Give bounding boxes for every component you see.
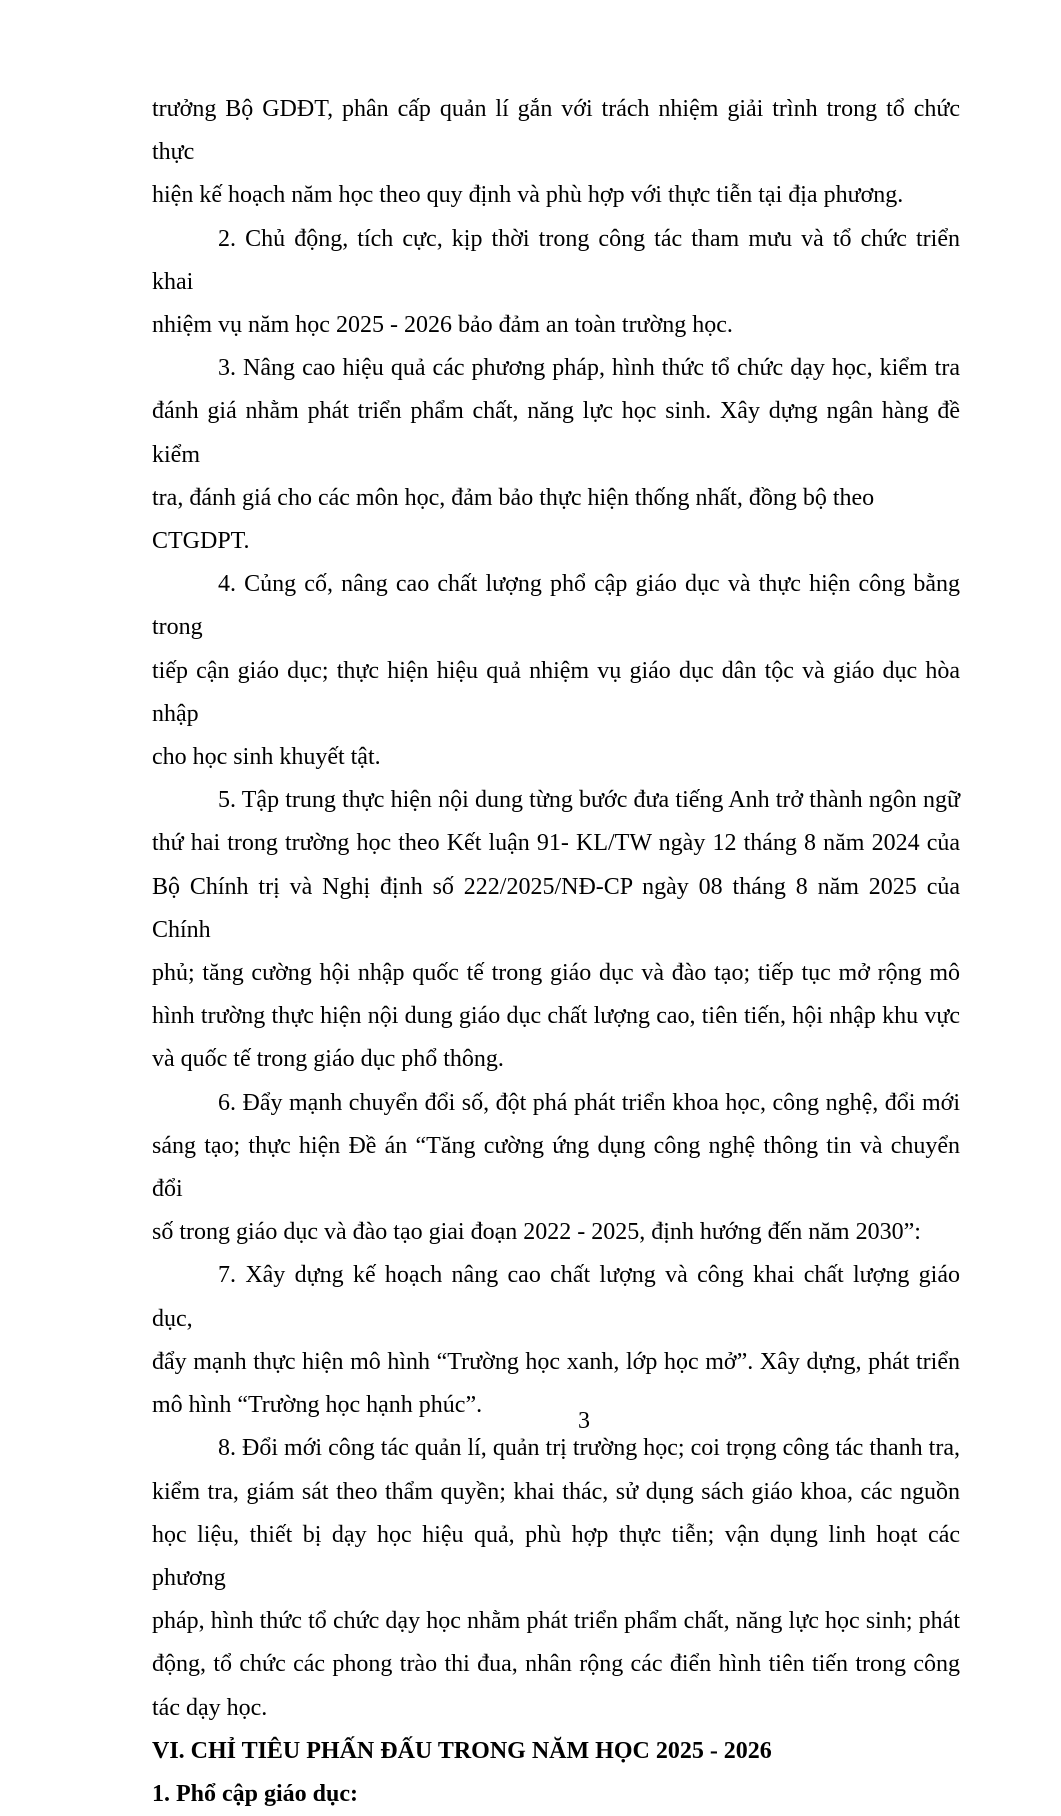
section-heading: VI. CHỈ TIÊU PHẤN ĐẤU TRONG NĂM HỌC 2025 - 2026 (152, 1737, 772, 1764)
document-body (152, 88, 960, 1816)
text-line: số trong giáo dục và đào tạo giai đoạn 2022 - 2025, định hướng đến năm 2030”: (152, 1219, 921, 1246)
paragraph (152, 779, 960, 1081)
text-line: tiếp cận giáo dục; thực hiện hiệu quả nhiệm vụ giáo dục dân tộc và giáo dục hòa nhập (152, 657, 960, 727)
text-line: thứ hai trong trường học theo Kết luận 91- KL/TW ngày 12 tháng 8 năm 2024 của (152, 830, 960, 857)
text-line: 2. Chủ động, tích cực, kịp thời trong công tác tham mưu và tổ chức triển khai (152, 225, 960, 295)
text-line: pháp, hình thức tổ chức dạy học nhằm phát triển phẩm chất, năng lực học sinh; phát (152, 1608, 960, 1635)
text-line: 8. Đổi mới công tác quản lí, quản trị trường học; coi trọng công tác thanh tra, (218, 1435, 960, 1462)
text-line: 4. Củng cố, nâng cao chất lượng phổ cập giáo dục và thực hiện công bằng trong (152, 571, 960, 641)
paragraph (152, 88, 960, 218)
paragraph (152, 1254, 960, 1427)
text-line: hình trường thực hiện nội dung giáo dục chất lượng cao, tiên tiến, hội nhập khu vực (152, 1003, 960, 1030)
text-line: kiểm tra, giám sát theo thẩm quyền; khai thác, sử dụng sách giáo khoa, các nguồn (152, 1478, 960, 1505)
paragraph (152, 347, 960, 563)
text-line: sáng tạo; thực hiện Đề án “Tăng cường ứng dụng công nghệ thông tin và chuyển đổi (152, 1132, 960, 1203)
paragraph (152, 563, 960, 779)
text-line: 7. Xây dựng kế hoạch nâng cao chất lượng và công khai chất lượng giáo dục, (152, 1262, 960, 1332)
text-line: học liệu, thiết bị dạy học hiệu quả, phù hợp thực tiễn; vận dụng linh hoạt các phương (152, 1521, 960, 1591)
text-line: nhiệm vụ năm học 2025 - 2026 bảo đảm an toàn trường học. (152, 312, 733, 339)
text-line: tra, đánh giá cho các môn học, đảm bảo thực hiện thống nhất, đồng bộ theo CTGDPT. (152, 484, 875, 555)
text-line: đẩy mạnh thực hiện mô hình “Trường học xanh, lớp học mở”. Xây dựng, phát triển (152, 1348, 960, 1375)
text-line: mô hình “Trường học hạnh phúc”. (152, 1392, 483, 1419)
text-line: tác dạy học. (152, 1694, 268, 1721)
paragraph (152, 218, 960, 348)
text-line: trưởng Bộ GDĐT, phân cấp quản lí gắn với trách nhiệm giải trình trong tổ chức thực (152, 96, 960, 166)
text-line: và quốc tế trong giáo dục phổ thông. (152, 1046, 504, 1073)
text-line: 5. Tập trung thực hiện nội dung từng bước đưa tiếng Anh trở thành ngôn ngữ (218, 787, 960, 814)
text-line: cho học sinh khuyết tật. (152, 744, 381, 771)
paragraph (152, 1082, 960, 1255)
text-line: 3. Nâng cao hiệu quả các phương pháp, hình thức tổ chức dạy học, kiểm tra (218, 355, 960, 382)
page-number: 3 (578, 1408, 590, 1434)
text-line: 6. Đẩy mạnh chuyển đổi số, đột phá phát triển khoa học, công nghệ, đổi mới (218, 1089, 960, 1116)
text-line: đánh giá nhằm phát triển phẩm chất, năng lực học sinh. Xây dựng ngân hàng đề kiểm (152, 398, 960, 468)
text-line: hiện kế hoạch năm học theo quy định và phù hợp với thực tiễn tại địa phương. (152, 182, 904, 209)
paragraph (152, 1427, 960, 1729)
text-line: Bộ Chính trị và Nghị định số 222/2025/NĐ-CP ngày 08 tháng 8 năm 2025 của Chính (152, 873, 960, 943)
text-line: phủ; tăng cường hội nhập quốc tế trong giáo dục và đào tạo; tiếp tục mở rộng mô (152, 960, 960, 987)
subsection-heading: 1. Phổ cập giáo dục: (152, 1780, 359, 1807)
body-paragraphs (152, 88, 960, 1730)
text-line: động, tổ chức các phong trào thi đua, nhân rộng các điển hình tiên tiến trong công (152, 1651, 960, 1678)
